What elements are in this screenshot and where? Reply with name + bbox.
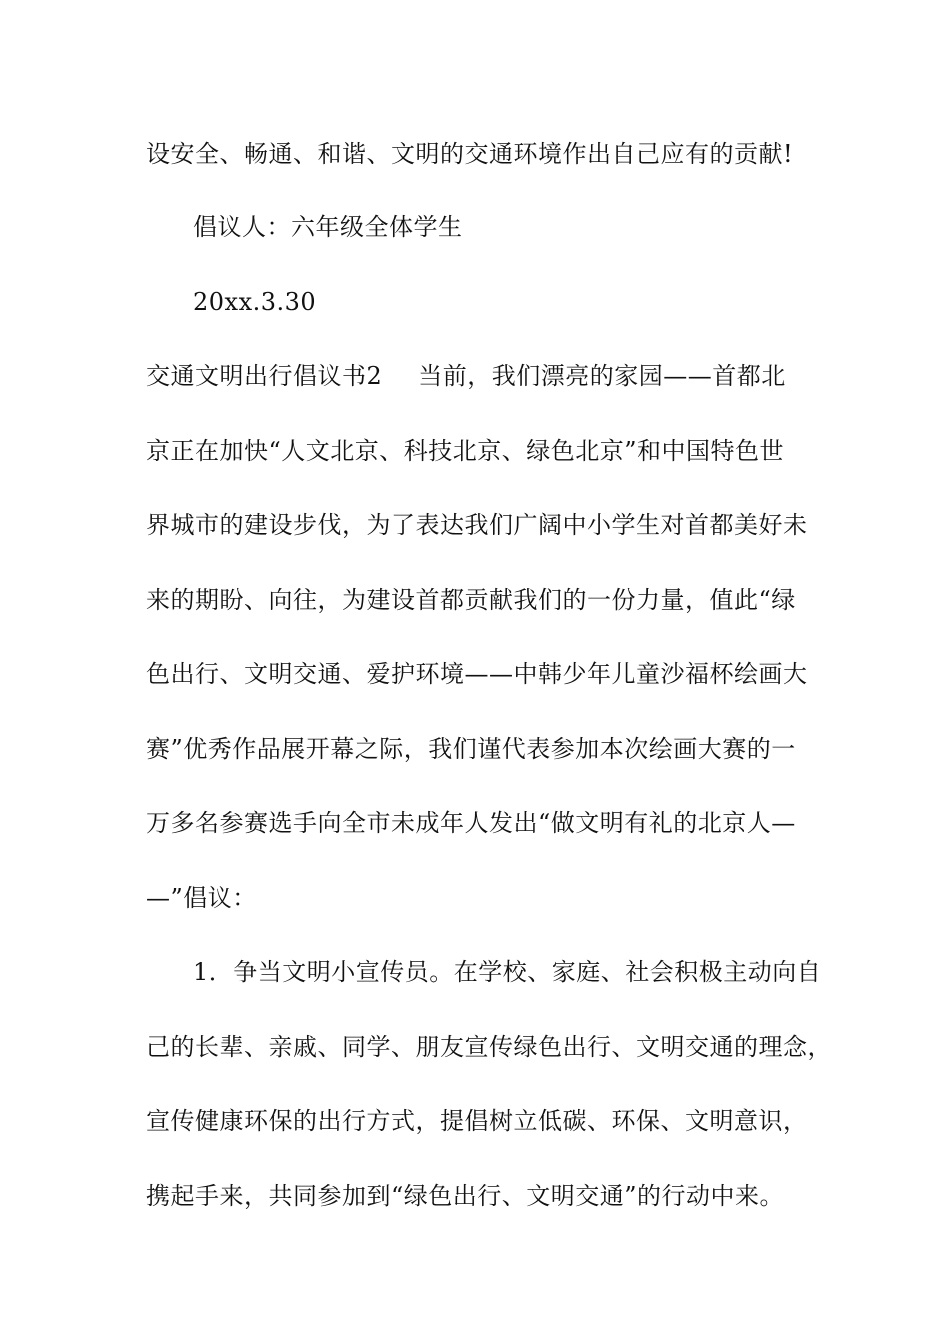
list-item-line: 1．争当文明小宣传员。在学校、家庭、社会积极主动向自 <box>193 958 822 986</box>
date-line: 20xx.3.30 <box>193 288 317 316</box>
text-line: 设安全、畅通、和谐、文明的交通环境作出自己应有的贡献! <box>146 140 794 168</box>
text-line: 己的长辈、亲戚、同学、朋友宣传绿色出行、文明交通的理念， <box>146 1033 832 1061</box>
text-line: 来的期盼、向往，为建设首都贡献我们的一份力量，值此“绿 <box>146 586 796 614</box>
text-line: 万多名参赛选手向全市未成年人发出“做文明有礼的北京人— <box>146 809 796 837</box>
heading-line <box>146 360 836 392</box>
text-line: 色出行、文明交通、爱护环境——中韩少年儿童沙福杯绘画大 <box>146 660 808 688</box>
text-line: 宣传健康环保的出行方式，提倡树立低碳、环保、文明意识， <box>146 1107 808 1135</box>
section-heading: 交通文明出行倡议书2 <box>146 362 383 390</box>
text-line: 赛”优秀作品展开幕之际，我们谨代表参加本次绘画大赛的一 <box>146 735 796 763</box>
text-line: 京正在加快“人文北京、科技北京、绿色北京”和中国特色世 <box>146 437 785 465</box>
paragraph-start: 当前，我们漂亮的家园——首都北 <box>418 362 786 390</box>
text-line: —”倡议： <box>146 884 257 912</box>
text-line: 携起手来，共同参加到“绿色出行、文明交通”的行动中来。 <box>146 1182 785 1210</box>
signatory-line: 倡议人：六年级全体学生 <box>193 213 463 241</box>
text-line: 界城市的建设步伐，为了表达我们广阔中小学生对首都美好未 <box>146 511 808 539</box>
